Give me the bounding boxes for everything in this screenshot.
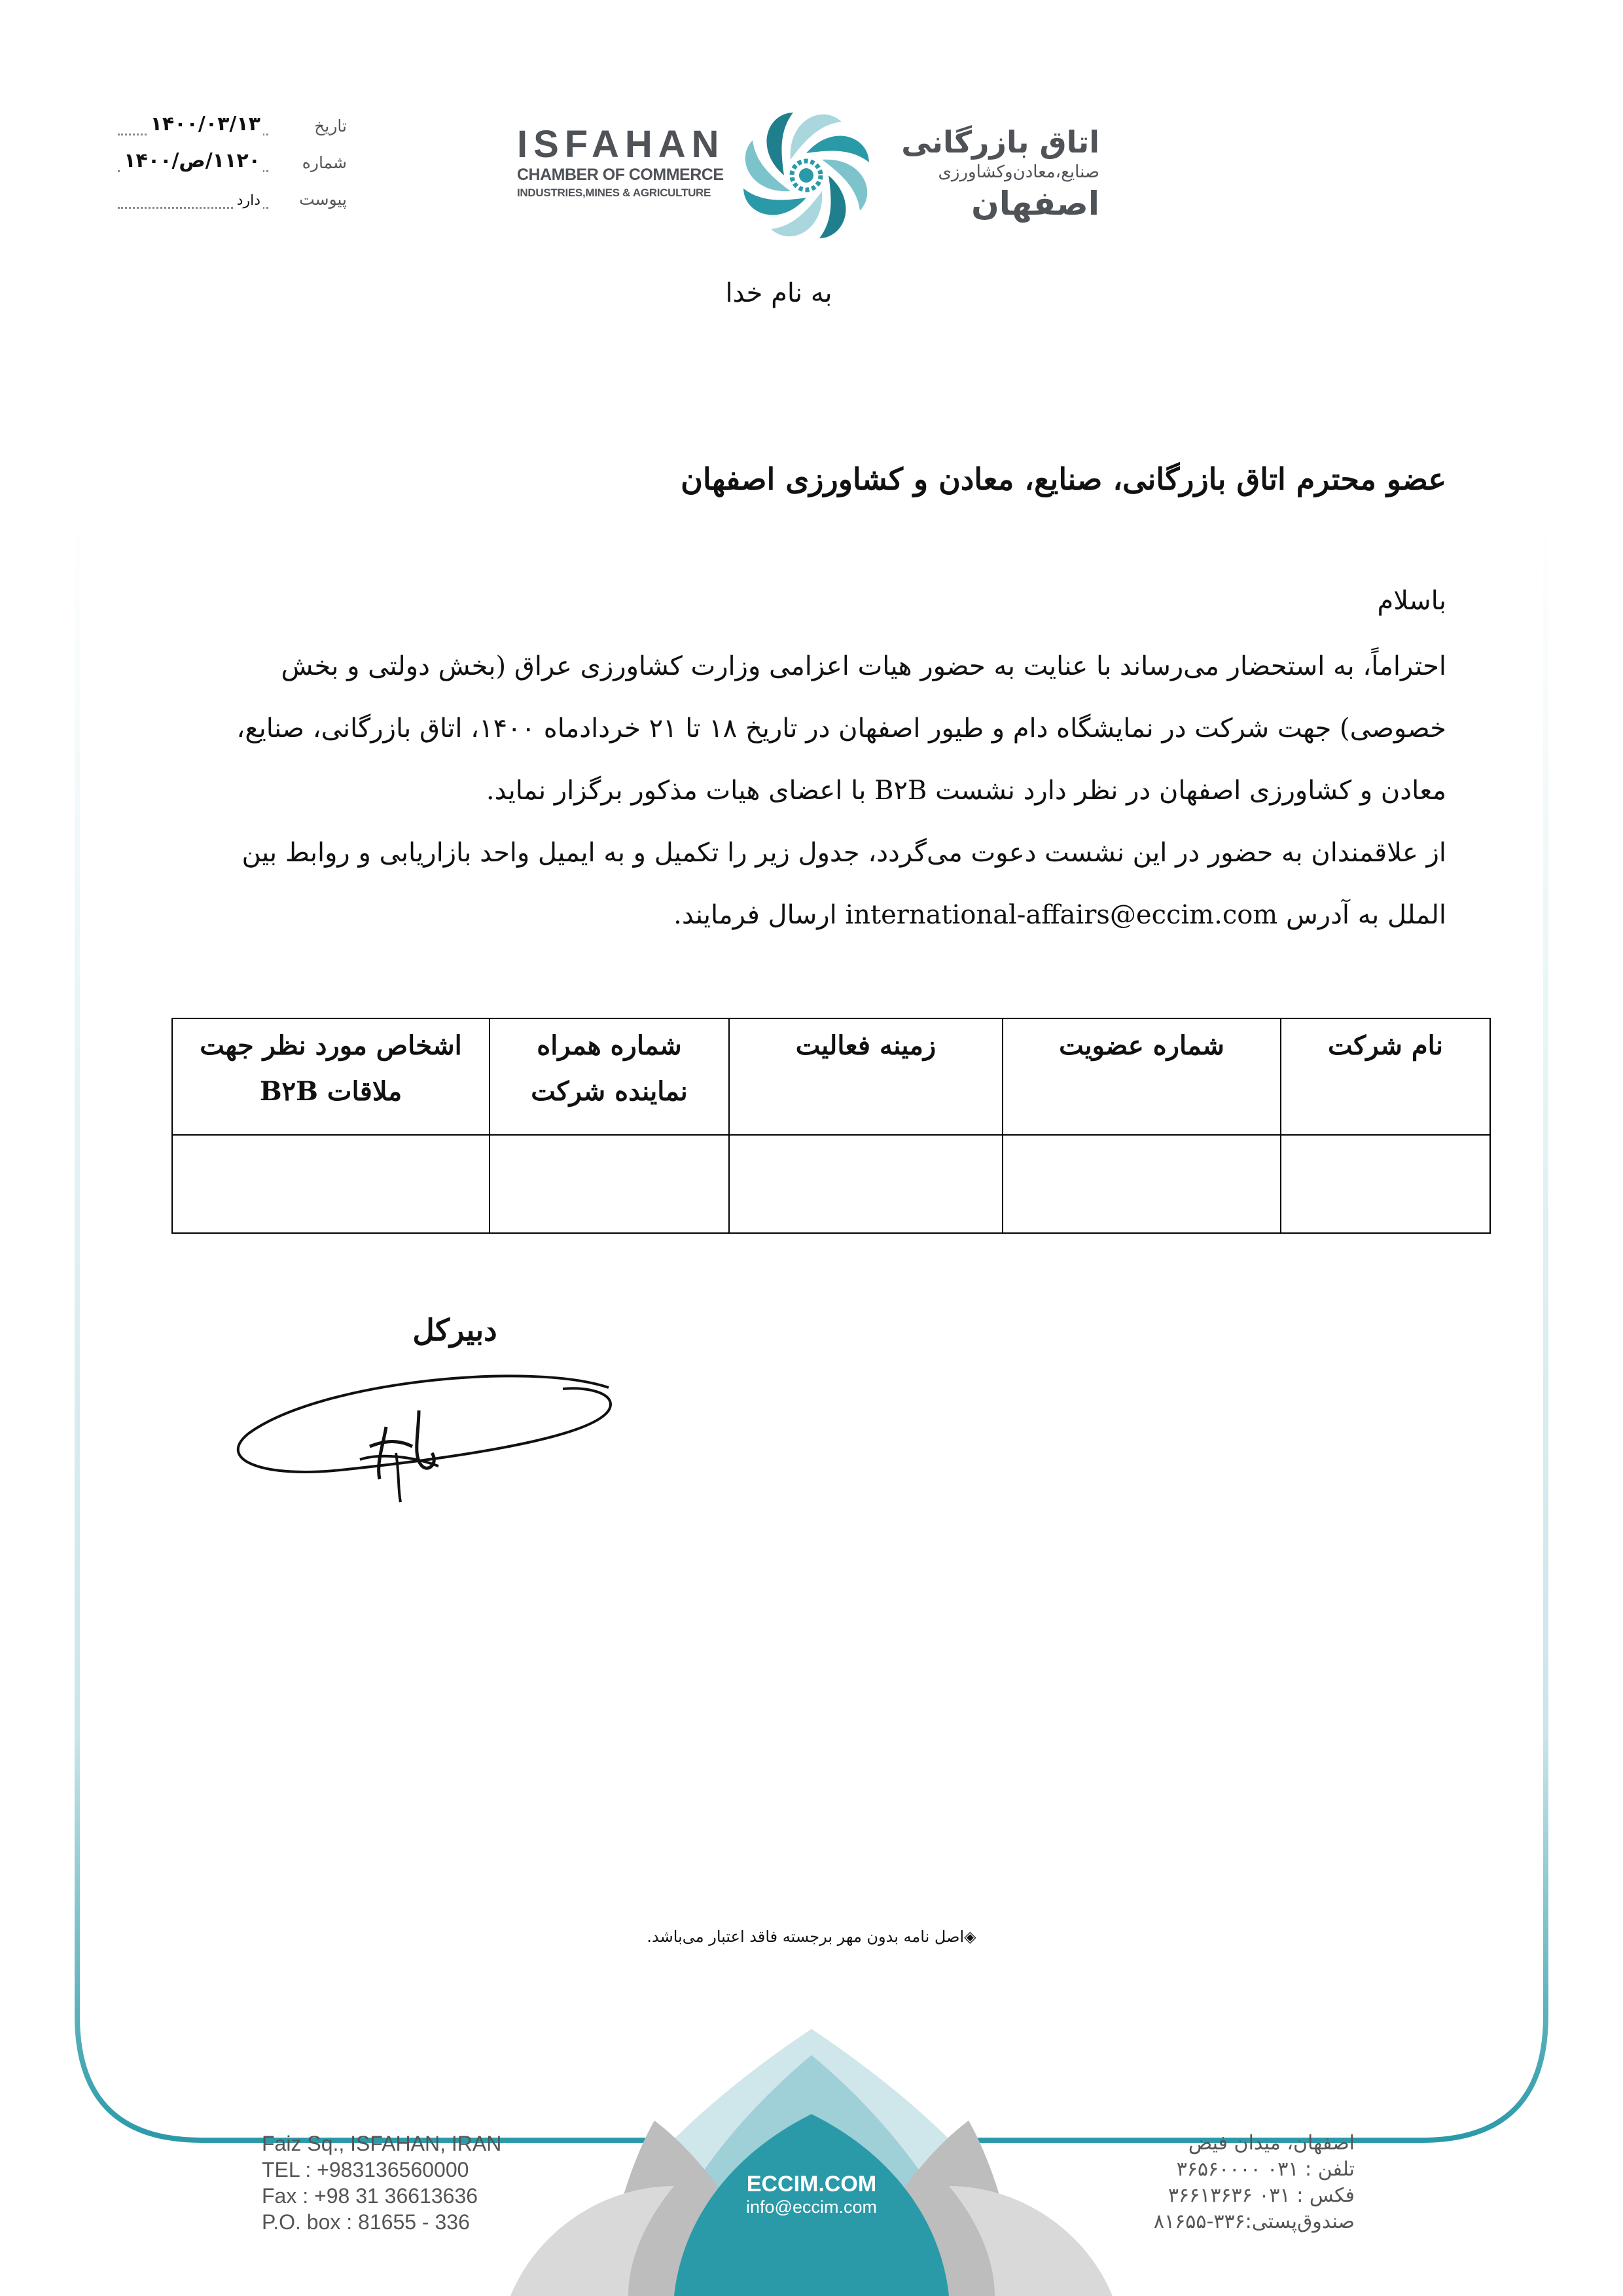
footer-address-fa: اصفهان، میدان فیض [1188,2132,1355,2155]
logo-en-small: INDUSTRIES,MINES & AGRICULTURE [517,187,711,199]
footer-tel-en: TEL : +983136560000 [262,2158,469,2181]
logo-persian [874,123,1099,224]
footer-website[interactable]: ECCIM.COM [746,2172,877,2197]
cell-activity-field[interactable] [729,1135,1003,1233]
number-label: شماره [302,153,347,172]
logo-english [517,124,740,202]
attachment-field [118,186,347,219]
chamber-emblem-icon [734,103,878,247]
footer-tel-fa: تلفن : ۰۳۱ ۳۶۵۶۰۰۰۰ [1176,2158,1355,2181]
cell-representative-mobile[interactable] [490,1135,729,1233]
logo-fa-line2: صنایع،معادن‌وکشاورزی [938,162,1099,182]
signer-title: دبیرکل [412,1312,497,1348]
logo-en-subtitle: CHAMBER OF COMMERCE [517,166,724,184]
cell-membership-number[interactable] [1003,1135,1281,1233]
greeting: باسلام [1377,586,1446,616]
footer-fax-fa: فکس : ۰۳۱ ۳۶۶۱۳۶۳۶ [1168,2184,1355,2207]
footer-lotus-graphic [0,2016,1623,2296]
col-b2b-persons: اشخاص مورد نظر جهت ملاقات B۲B [172,1018,490,1135]
logo-en-title: ISFAHAN [517,123,725,166]
cell-b2b-persons[interactable] [172,1135,490,1233]
footer-pobox-en: P.O. box : 81655 - 336 [262,2210,470,2234]
number-field [118,149,347,182]
col-company-name: نام شرکت [1281,1018,1490,1135]
body-line-4: از علاقمندان به حضور در این نشست دعوت می‌گردد، جدول زیر را تکمیل و به ایمیل واحد بازاریابی و روابط بین [241,838,1446,868]
footer-pobox-fa: صندوق‌پستی:۳۳۶-۸۱۶۵۵ [1153,2210,1355,2233]
table-header-row [172,1018,1490,1135]
body-line-3: معادن و کشاورزی اصفهان در نظر دارد نشست B۲B با اعضای هیات مذکور برگزار نماید. [486,776,1446,806]
date-field [118,113,347,145]
body-line-5: الملل به آدرس international-affairs@eccim.com ارسال فرمایند. [673,900,1446,930]
logo-fa-line3: اصفهان [971,185,1099,223]
cell-company-name[interactable] [1281,1135,1490,1233]
logo-fa-line1: اتاق بازرگانی [901,124,1099,160]
attachment-value: دارد [234,192,263,209]
number-value: ۱۱۲۰/ص/۱۴۰۰ [121,149,263,172]
table-row [172,1135,1490,1233]
body-line-2: خصوصی) جهت شرکت در نمایشگاه دام و طیور اصفهان در تاریخ ۱۸ تا ۲۱ خردادماه ۱۴۰۰، اتاق بازرگانی، صنایع، [236,713,1446,744]
footer-fax-en: Fax : +98 31 36613636 [262,2184,478,2208]
col-activity-field: زمینه فعالیت [729,1018,1003,1135]
validity-footnote: ◈اصل نامه بدون مهر برجسته فاقد اعتبار می‌باشد. [647,1928,976,1946]
date-value: ۱۴۰۰/۰۳/۱۳ [148,113,263,135]
footer-email[interactable]: info@eccim.com [746,2197,877,2217]
handwritten-signature [223,1348,628,1518]
attachment-label: پیوست [299,190,347,209]
footer-website-block [707,2172,916,2217]
basmala: به نام خدا [725,278,832,308]
footer-address-en: Faiz Sq., ISFAHAN, IRAN [262,2132,502,2155]
recipient-heading: عضو محترم اتاق بازرگانی، صنایع، معادن و کشاورزی اصفهان [681,461,1446,497]
date-label: تاریخ [314,117,347,135]
col-membership-number: شماره عضویت [1003,1018,1281,1135]
registration-table [171,1018,1491,1234]
col-representative-mobile: شماره همراه نماینده شرکت [490,1018,729,1135]
body-line-1: احتراماً، به استحضار می‌رساند با عنایت به حضور هیات اعزامی وزارت کشاورزی عراق (بخش دولتی و بخش [281,651,1446,681]
